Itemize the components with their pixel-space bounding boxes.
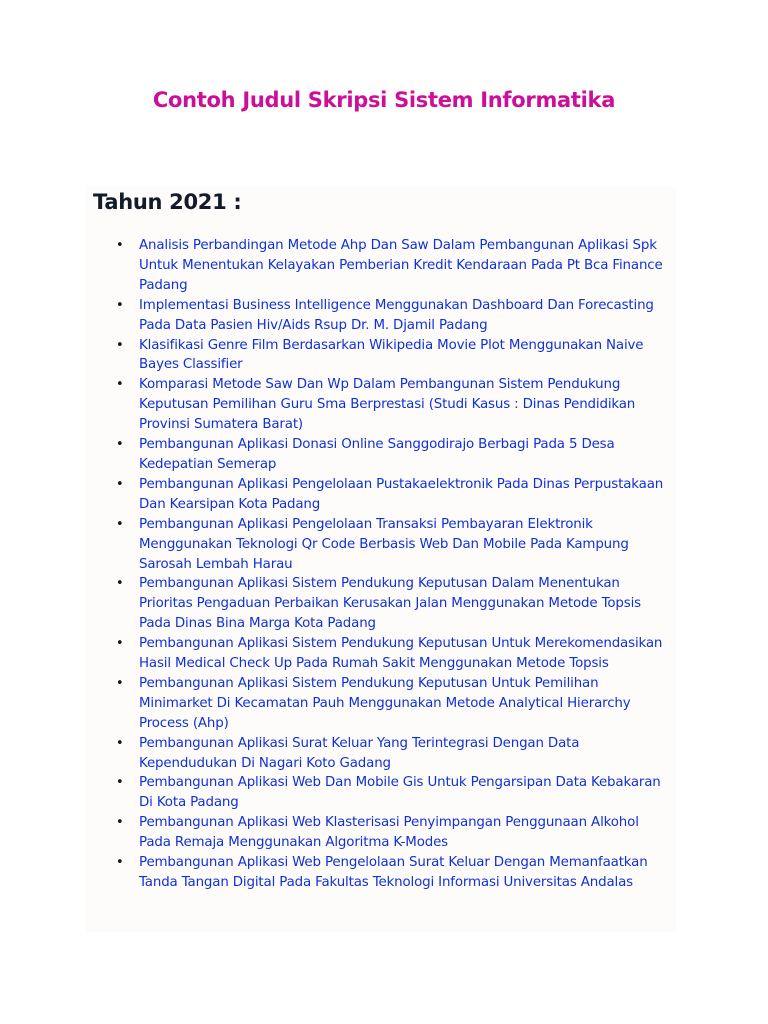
thesis-title-link[interactable]: Komparasi Metode Saw Dan Wp Dalam Pembangunan Sistem Pendukung Keputusan Pemilihan Guru Sma Berprestasi (Studi Kasus : Dinas Pendidikan Provinsi Sumatera Barat) xyxy=(139,377,636,433)
thesis-title-link[interactable]: Pembangunan Aplikasi Sistem Pendukung Keputusan Dalam Menentukan Prioritas Pengaduan Perbaikan Kerusakan Jalan Menggunakan Metode Topsis Pada Dinas Bina Marga Kota Padang xyxy=(139,576,641,632)
thesis-title-link[interactable]: Pembangunan Aplikasi Donasi Online Sanggodirajo Berbagi Pada 5 Desa Kedepatian Semerap xyxy=(139,437,615,472)
thesis-title-list xyxy=(86,236,676,893)
thesis-title-link[interactable]: Pembangunan Aplikasi Pengelolaan Transaksi Pembayaran Elektronik Menggunakan Teknologi Qr Code Berbasis Web Dan Mobile Pada Kampung Sarosah Lembah Harau xyxy=(139,516,629,572)
content-section xyxy=(86,186,676,932)
list-item xyxy=(86,574,676,634)
list-item xyxy=(86,236,676,296)
list-item xyxy=(86,773,676,813)
bullet-icon: • xyxy=(116,775,124,791)
bullet-icon: • xyxy=(116,297,124,313)
thesis-title-link[interactable]: Pembangunan Aplikasi Sistem Pendukung Keputusan Untuk Pemilihan Minimarket Di Kecamatan Pauh Menggunakan Metode Analytical Hierarchy Process (Ahp) xyxy=(139,675,631,731)
thesis-title-link[interactable]: Pembangunan Aplikasi Web Pengelolaan Surat Keluar Dengan Memanfaatkan Tanda Tangan Digital Pada Fakultas Teknologi Informasi Universitas Andalas xyxy=(139,855,648,890)
list-item xyxy=(86,734,676,774)
list-item xyxy=(86,674,676,734)
thesis-title-link[interactable]: Analisis Perbandingan Metode Ahp Dan Saw Dalam Pembangunan Aplikasi Spk Untuk Menentukan Kelayakan Pemberian Kredit Kendaraan Pada Pt Bca Finance Padang xyxy=(139,238,663,293)
thesis-title-link[interactable]: Pembangunan Aplikasi Web Dan Mobile Gis Untuk Pengarsipan Data Kebakaran Di Kota Padang xyxy=(139,775,661,811)
thesis-title-link[interactable]: Pembangunan Aplikasi Pengelolaan Pustakaelektronik Pada Dinas Perpustakaan Dan Kearsipan Kota Padang xyxy=(139,476,664,512)
thesis-title-link[interactable]: Klasifikasi Genre Film Berdasarkan Wikipedia Movie Plot Menggunakan Naive Bayes Classifier xyxy=(139,337,644,373)
thesis-title-link[interactable]: Implementasi Business Intelligence Menggunakan Dashboard Dan Forecasting Pada Data Pasien Hiv/Aids Rsup Dr. M. Djamil Padang xyxy=(139,297,654,333)
thesis-title-link[interactable]: Pembangunan Aplikasi Surat Keluar Yang Terintegrasi Dengan Data Kependudukan Di Nagari Koto Gadang xyxy=(139,735,580,771)
bullet-icon: • xyxy=(116,675,124,691)
list-item xyxy=(86,375,676,435)
list-item xyxy=(86,435,676,475)
bullet-icon: • xyxy=(116,576,124,592)
list-item xyxy=(86,813,676,853)
bullet-icon: • xyxy=(116,476,124,492)
bullet-icon: • xyxy=(116,437,124,453)
bullet-icon: • xyxy=(116,855,124,871)
bullet-icon: • xyxy=(116,815,124,831)
bullet-icon: • xyxy=(116,238,124,253)
list-item xyxy=(86,515,676,575)
bullet-icon: • xyxy=(116,636,124,652)
thesis-title-link[interactable]: Pembangunan Aplikasi Web Klasterisasi Penyimpangan Penggunaan Alkohol Pada Remaja Menggunakan Algoritma K-Modes xyxy=(139,815,639,851)
bullet-icon: • xyxy=(116,337,124,353)
list-item xyxy=(86,634,676,674)
bullet-icon: • xyxy=(116,377,124,393)
bullet-icon: • xyxy=(116,516,124,532)
list-item xyxy=(86,296,676,336)
page-title: Contoh Judul Skripsi Sistem Informatika xyxy=(152,88,616,112)
year-heading: Tahun 2021 : xyxy=(93,190,242,214)
list-item xyxy=(86,336,676,376)
thesis-title-link[interactable]: Pembangunan Aplikasi Sistem Pendukung Keputusan Untuk Merekomendasikan Hasil Medical Check Up Pada Rumah Sakit Menggunakan Metode Topsis xyxy=(139,636,663,672)
bullet-icon: • xyxy=(116,735,124,751)
list-item xyxy=(86,853,676,893)
list-item xyxy=(86,475,676,515)
